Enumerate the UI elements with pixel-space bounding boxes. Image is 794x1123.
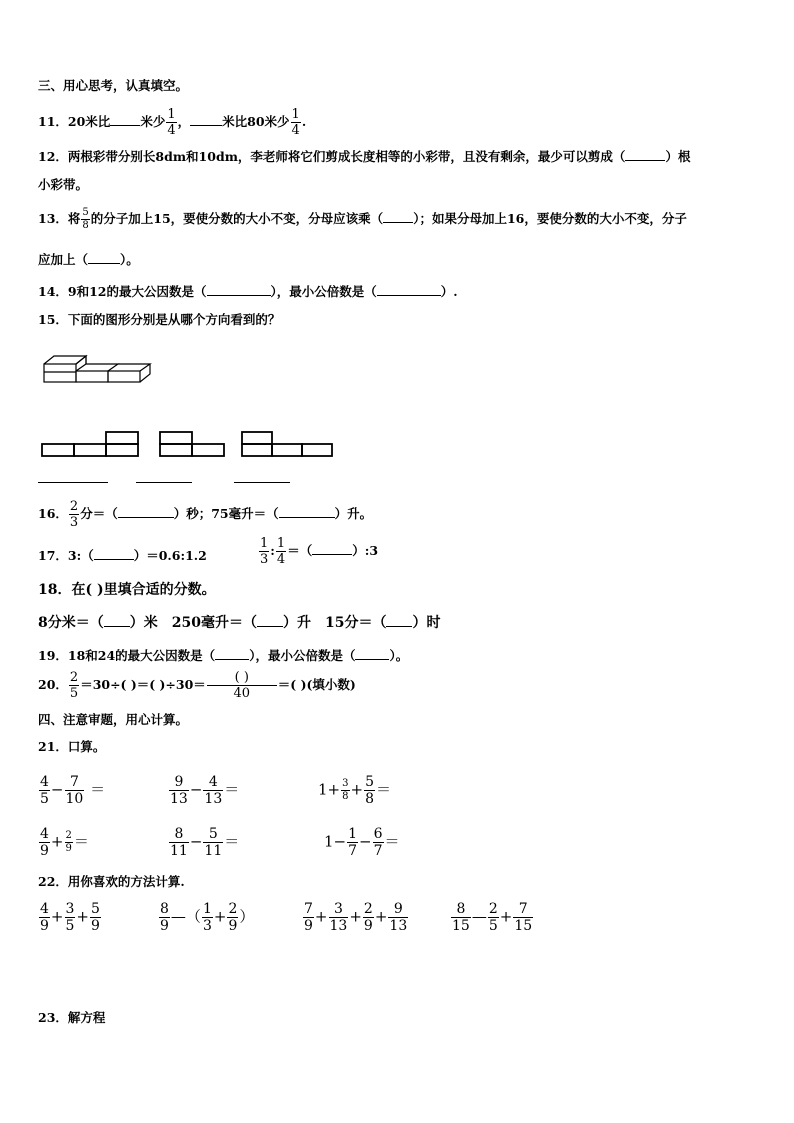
fraction: $\frac{8}{9}$ [160, 901, 169, 934]
fraction: $\frac{3}{13}$ [329, 901, 348, 934]
view-figure-2 [158, 430, 228, 458]
question-19 [38, 647, 408, 663]
fraction: $\frac{2}{9}$ [363, 901, 373, 934]
q13-text-d: 应加上（ [38, 252, 89, 267]
minus-sign: − [50, 780, 64, 799]
q14-text-b: ），最小公倍数是（ [270, 284, 377, 299]
plus-sign: + [327, 780, 341, 799]
fraction: $\frac{1}{7}$ [348, 826, 358, 859]
plus-sign: + [499, 907, 513, 926]
equals-sign: ＝ [73, 832, 89, 851]
q13-fraction: $\frac{5}{8}$ [82, 207, 89, 231]
q13-text-e: ）。 [120, 252, 139, 267]
view-answer-line-2[interactable] [136, 482, 192, 483]
fraction: $\frac{2}{5}$ [488, 901, 498, 934]
plus-sign: + [50, 832, 64, 851]
equals-sign: ＝ [384, 832, 400, 851]
plus-sign: + [374, 907, 388, 926]
q12-text-b: ）根 [665, 149, 691, 164]
question-11 [38, 108, 306, 137]
q17-fraction-1: $\frac{1}{3}$ [260, 536, 269, 567]
number-one: 1 [324, 832, 334, 851]
q19-text-b: ），最小公倍数是（ [249, 648, 356, 663]
fraction: $\frac{9}{13}$ [170, 774, 188, 807]
fraction: $\frac{6}{7}$ [373, 826, 383, 859]
q11-text-c: ， [177, 114, 191, 129]
q19-text-c: ）。 [389, 648, 409, 663]
calc-item-1 [38, 775, 105, 806]
q20-text-b: ＝( )(填小数) [277, 677, 356, 692]
minus-sign: − [333, 832, 347, 851]
q19-blank-1[interactable] [215, 647, 249, 660]
q18-blank-2[interactable] [257, 614, 283, 627]
q16-text-c: ）升。 [334, 506, 373, 521]
q17-text-c: ＝（ [287, 543, 313, 558]
q17-fraction-2: $\frac{1}{4}$ [276, 536, 286, 567]
q17-text-b: ）＝0.6:1.2 [133, 548, 207, 563]
calc-item-9 [302, 902, 409, 933]
calc-item-4 [38, 827, 89, 858]
q14-blank-1[interactable] [207, 283, 271, 296]
calc-item-3 [318, 775, 391, 806]
minus-sign: — [471, 907, 487, 926]
fraction: $\frac{7}{15}$ [514, 901, 533, 934]
q16-number: 16． [38, 506, 68, 521]
plus-sign: + [314, 907, 328, 926]
section-3-heading: 三、用心思考，认真填空。 [38, 78, 189, 93]
question-12-line-1 [38, 148, 690, 164]
question-18-items [38, 614, 440, 630]
fraction: $\frac{4}{5}$ [40, 774, 49, 807]
q11-fraction-1: $\frac{1}{4}$ [167, 107, 176, 138]
view-answer-line-1[interactable] [38, 482, 108, 483]
q11-fraction-2: $\frac{1}{4}$ [291, 107, 300, 138]
q14-text-c: ）. [440, 284, 458, 299]
question-17a [38, 547, 207, 563]
fraction: $\frac{2}{9}$ [65, 830, 72, 854]
q11-text-b: 米少 [140, 114, 166, 129]
number-one: 1 [318, 780, 328, 799]
minus-sign: − [189, 832, 203, 851]
view-answer-line-3[interactable] [234, 482, 290, 483]
q17-text-a: 17．3:（ [38, 548, 94, 563]
question-13-line-2 [38, 251, 139, 267]
question-20 [38, 671, 356, 700]
fraction: $\frac{4}{9}$ [40, 901, 49, 934]
calc-item-5 [168, 827, 239, 858]
q11-number: 11． [38, 114, 68, 129]
q20-fraction-2[interactable]: ( ) 40 [207, 671, 277, 700]
q11-blank-2[interactable] [190, 113, 222, 126]
question-15: 15．下面的图形分别是从哪个方向看到的？ [38, 312, 281, 327]
q18-blank-3[interactable] [386, 614, 412, 627]
fraction: $\frac{8}{15}$ [452, 901, 470, 934]
q11-text-d: 米比80米少 [222, 114, 290, 129]
question-21-title: 21．口算。 [38, 739, 106, 754]
q18-blank-1[interactable] [104, 614, 130, 627]
plus-sign: + [349, 907, 362, 926]
plus-sign: + [76, 907, 89, 926]
q17-blank-1[interactable] [94, 547, 134, 560]
plus-sign: + [50, 907, 64, 926]
question-14 [38, 283, 458, 299]
q19-text-a: 19．18和24的最大公因数是（ [38, 648, 216, 663]
q18-text-c: ）升 15分＝（ [282, 615, 387, 631]
fraction: $\frac{2}{9}$ [228, 901, 238, 934]
question-13-line-1 [38, 208, 687, 231]
q12-text-a: 12．两根彩带分别长8dm和10dm，李老师将它们剪成长度相等的小彩带，且没有剩余，最少可以剪成（ [38, 149, 626, 164]
q11-text-a: 20米比 [67, 114, 111, 129]
q16-blank-1[interactable] [118, 505, 174, 518]
q17-text-d: ）:3 [352, 543, 379, 558]
fraction: $\frac{4}{13}$ [204, 774, 223, 807]
calc-item-8 [158, 902, 254, 933]
right-paren: ） [239, 907, 255, 926]
q20-number: 20． [38, 677, 68, 692]
view-figure-3 [240, 430, 336, 458]
calc-item-2 [168, 775, 239, 806]
question-16 [38, 500, 372, 529]
q13-blank-2[interactable] [88, 251, 120, 264]
q11-blank-1[interactable] [110, 113, 140, 126]
cube-figure-3d [40, 352, 160, 384]
q20-fraction-1: $\frac{2}{5}$ [69, 670, 79, 701]
minus-sign: − [359, 832, 372, 851]
q18-text-d: ）时 [412, 615, 441, 631]
q17-blank-2[interactable] [312, 542, 352, 555]
fraction: $\frac{5}{9}$ [91, 901, 100, 934]
fraction: $\frac{7}{10}$ [65, 774, 84, 807]
minus-sign: − [189, 780, 203, 799]
fraction: $\frac{1}{3}$ [202, 901, 212, 934]
fraction: $\frac{7}{9}$ [304, 901, 313, 934]
calc-item-7 [38, 902, 102, 933]
q13-text-a: 13．将 [38, 211, 81, 226]
question-22-title: 22．用你喜欢的方法计算. [38, 874, 185, 889]
q13-text-b: 的分子加上15，要使分数的大小不变，分母应该乘（ [90, 211, 384, 226]
fraction: $\frac{9}{13}$ [389, 901, 408, 934]
left-paren: （ [185, 907, 201, 926]
q20-text-a: ＝30÷( )＝( )÷30＝ [80, 677, 206, 692]
q16-blank-2[interactable] [279, 505, 335, 518]
question-23-title: 23．解方程 [38, 1010, 106, 1025]
fraction: $\frac{3}{5}$ [65, 901, 75, 934]
q19-blank-2[interactable] [355, 647, 389, 660]
question-17b [258, 537, 378, 566]
question-18-title: 18．在( )里填合适的分数。 [38, 582, 216, 598]
section-4-heading: 四、注意审题，用心计算。 [38, 712, 189, 727]
q16-text-a: 分＝（ [80, 506, 118, 521]
q14-blank-2[interactable] [377, 283, 441, 296]
calc-item-6 [324, 827, 400, 858]
fraction: $\frac{5}{8}$ [365, 774, 374, 807]
q14-text-a: 14．9和12的最大公因数是（ [38, 284, 207, 299]
fraction: $\frac{8}{11}$ [170, 826, 188, 859]
minus-sign: — [170, 907, 186, 926]
equals-sign: ＝ [376, 780, 392, 799]
fraction: $\frac{3}{8}$ [342, 778, 349, 802]
view-figure-1 [40, 430, 140, 458]
equals-sign: ＝ [224, 832, 240, 851]
q11-text-e: . [301, 114, 307, 129]
q16-fraction: $\frac{2}{3}$ [69, 499, 79, 530]
q13-blank-1[interactable] [383, 210, 413, 223]
calc-item-10 [450, 902, 534, 933]
fraction: $\frac{5}{11}$ [204, 826, 223, 859]
q13-text-c: ）；如果分母加上16，要使分数的大小不变，分子 [413, 211, 687, 226]
q17-colon: : [270, 543, 275, 558]
q16-text-b: ）秒；75毫升＝（ [173, 506, 279, 521]
equals-sign: ＝ [224, 780, 240, 799]
q12-blank[interactable] [625, 148, 665, 161]
question-12-line-2: 小彩带。 [38, 177, 89, 192]
q18-text-b: ）米 250毫升＝（ [129, 615, 257, 631]
fraction: $\frac{4}{9}$ [40, 826, 49, 859]
plus-sign: + [350, 780, 364, 799]
q18-text-a: 8分米＝（ [38, 615, 104, 631]
equals-sign: ＝ [90, 780, 106, 799]
plus-sign: + [213, 907, 227, 926]
